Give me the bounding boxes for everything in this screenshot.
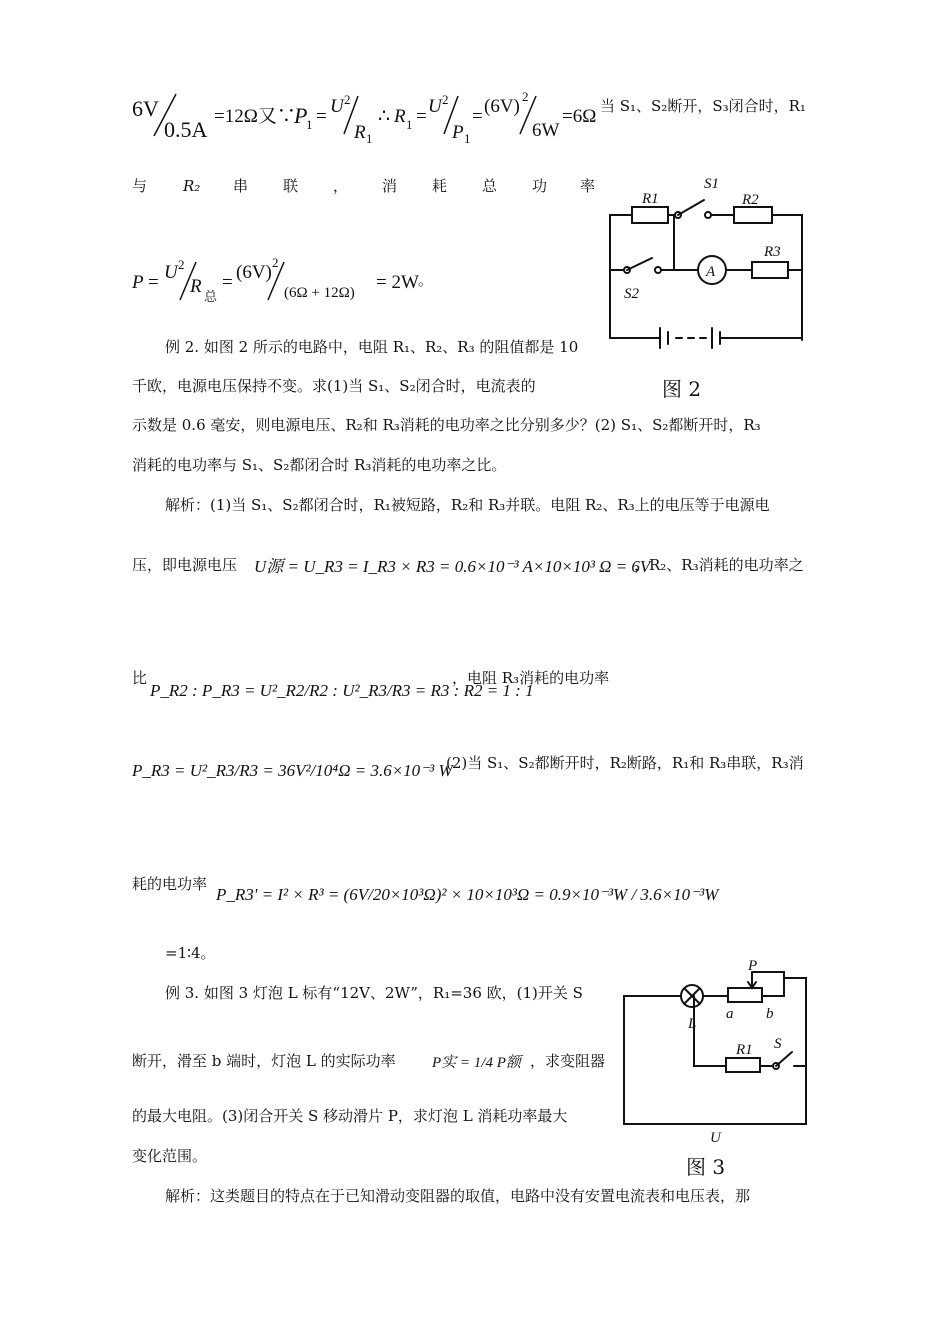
fig3-label-p: P bbox=[748, 958, 758, 974]
fig2-label-r2: R2 bbox=[742, 192, 759, 208]
text-line: =1∶4。 bbox=[165, 944, 216, 962]
var-r: R bbox=[394, 106, 406, 127]
period: 。 bbox=[418, 271, 434, 289]
sup: 2 bbox=[344, 92, 351, 107]
var-p: P bbox=[294, 103, 308, 128]
var-u: U bbox=[428, 96, 442, 117]
frac-den: (6Ω + 12Ω) bbox=[284, 285, 355, 301]
frac-den: 0.5A bbox=[164, 117, 208, 142]
text-line: ，电阻 R₃消耗的电功率 bbox=[452, 669, 610, 687]
frac-den: 6W bbox=[532, 120, 560, 141]
sup: 2 bbox=[522, 89, 529, 104]
text-line: 例 2. 如图 2 所示的电路中，电阻 R₁、R₂、R₃ 的阻值都是 10 bbox=[165, 338, 579, 356]
fig2-caption: 图 2 bbox=[662, 377, 702, 401]
text-line: ，R₂、R₃消耗的电功率之 bbox=[634, 556, 804, 574]
var-u: U bbox=[330, 96, 344, 117]
char: 与 bbox=[132, 177, 148, 195]
var-u: U bbox=[164, 262, 178, 283]
eq: = bbox=[222, 272, 233, 293]
result: = 2W bbox=[376, 272, 419, 293]
char: 联 bbox=[283, 177, 299, 195]
sup: 2 bbox=[178, 257, 185, 272]
fig2-label-ammeter: A bbox=[706, 264, 716, 280]
var-p: P bbox=[452, 122, 464, 143]
text-line: ，求变阻器 bbox=[530, 1052, 606, 1070]
frac-num: 6V bbox=[132, 96, 159, 121]
formula: P_R3' = I² × R³ = (6V/20×10³Ω)² × 10×10³Ω = 0.9×10⁻³W / 3.6×10⁻³W bbox=[216, 885, 719, 904]
formula: P_R3 = U²_R3/R3 = 36V²/10⁴Ω = 3.6×10⁻³ W bbox=[132, 761, 453, 780]
text-line: 的最大电阻。(3)闭合开关 S 移动滑片 P，求灯泡 L 消耗功率最大 bbox=[132, 1107, 568, 1125]
figure-3-circuit bbox=[614, 958, 818, 1184]
frac-num: (6V) bbox=[484, 96, 520, 117]
fig3-label-s: S bbox=[774, 1036, 782, 1052]
therefore: ∴ bbox=[378, 106, 391, 127]
formula: P实 = 1/4 P额 bbox=[432, 1055, 521, 1071]
text-line: 断开，滑至 b 端时，灯泡 L 的实际功率 bbox=[132, 1052, 396, 1070]
text-line: 例 3. 如图 3 灯泡 L 标有“12V、2W”，R₁=36 欧，(1)开关 S bbox=[165, 984, 583, 1002]
sub: 1 bbox=[366, 131, 373, 146]
fig2-label-s1: S1 bbox=[704, 176, 719, 192]
eq: = bbox=[472, 106, 483, 127]
formula: U源 = U_R3 = I_R3 × R3 = 0.6×10⁻³ A×10×10³ Ω = 6V bbox=[254, 557, 651, 576]
fig2-label-s2: S2 bbox=[624, 286, 639, 302]
text-line: 千欧，电源电压保持不变。求(1)当 S₁、S₂闭合时，电流表的 bbox=[132, 377, 536, 395]
sub: 1 bbox=[406, 117, 413, 132]
char: 串 bbox=[233, 177, 249, 195]
fig3-caption: 图 3 bbox=[686, 1155, 726, 1179]
char: 功 bbox=[532, 177, 548, 195]
fig3-label-r1: R1 bbox=[736, 1042, 753, 1058]
char: 消 bbox=[382, 177, 398, 195]
char: 耗 bbox=[432, 177, 448, 195]
text-line: 耗的电功率 bbox=[132, 875, 208, 893]
eq-result: =6Ω bbox=[562, 106, 597, 127]
line1-text: 当 S₁、S₂断开，S₃闭合时，R₁ bbox=[600, 97, 806, 115]
char: R₂ bbox=[183, 177, 201, 195]
sub: 1 bbox=[306, 117, 313, 132]
text-line: 比 bbox=[132, 669, 148, 687]
fig2-label-r1: R1 bbox=[642, 191, 659, 207]
frac-num: (6V) bbox=[236, 262, 272, 283]
fig3-label-a: a bbox=[726, 1006, 734, 1022]
text-line: (2)当 S₁、S₂都断开时，R₂断路，R₁和 R₃串联，R₃消 bbox=[446, 754, 804, 772]
char: ， bbox=[333, 177, 349, 195]
var-r: R bbox=[354, 122, 366, 143]
figure-2-circuit bbox=[596, 170, 820, 414]
fig3-label-l: L bbox=[688, 1016, 697, 1032]
eq: = bbox=[148, 272, 159, 293]
sub: 1 bbox=[464, 131, 471, 146]
fig2-label-r3: R3 bbox=[764, 244, 781, 260]
sup: 2 bbox=[272, 255, 279, 270]
char: 总 bbox=[482, 177, 498, 195]
char: 率 bbox=[580, 177, 596, 195]
sub: 总 bbox=[204, 289, 218, 304]
eq: = bbox=[316, 106, 327, 127]
fig3-label-b: b bbox=[766, 1006, 774, 1022]
fig3-label-u: U bbox=[710, 1130, 721, 1146]
eq-text: =12Ω又∵ bbox=[214, 106, 296, 127]
formula: P_R2 : P_R3 = U²_R2/R2 : U²_R3/R3 = R3 : R2 = 1 : 1 bbox=[150, 681, 534, 700]
text-line: 变化范围。 bbox=[132, 1147, 208, 1165]
text-line: 压，即电源电压 bbox=[132, 556, 238, 574]
var-r: R bbox=[190, 276, 202, 297]
var-p: P bbox=[132, 272, 144, 293]
text-line: 示数是 0.6 毫安，则电源电压、R₂和 R₃消耗的电功率之比分别多少？(2) S₁、S₂都断开时，R₃ bbox=[132, 416, 761, 434]
text-line: 解析：这类题目的特点在于已知滑动变阻器的取值，电路中没有安置电流表和电压表，那 bbox=[165, 1187, 751, 1205]
text-line: 消耗的电功率与 S₁、S₂都闭合时 R₃消耗的电功率之比。 bbox=[132, 456, 507, 474]
text-line: 解析：(1)当 S₁、S₂都闭合时，R₁被短路，R₂和 R₃并联。电阻 R₂、R₃上的电压等于电源电 bbox=[165, 496, 770, 514]
sup: 2 bbox=[442, 92, 449, 107]
eq: = bbox=[416, 106, 427, 127]
